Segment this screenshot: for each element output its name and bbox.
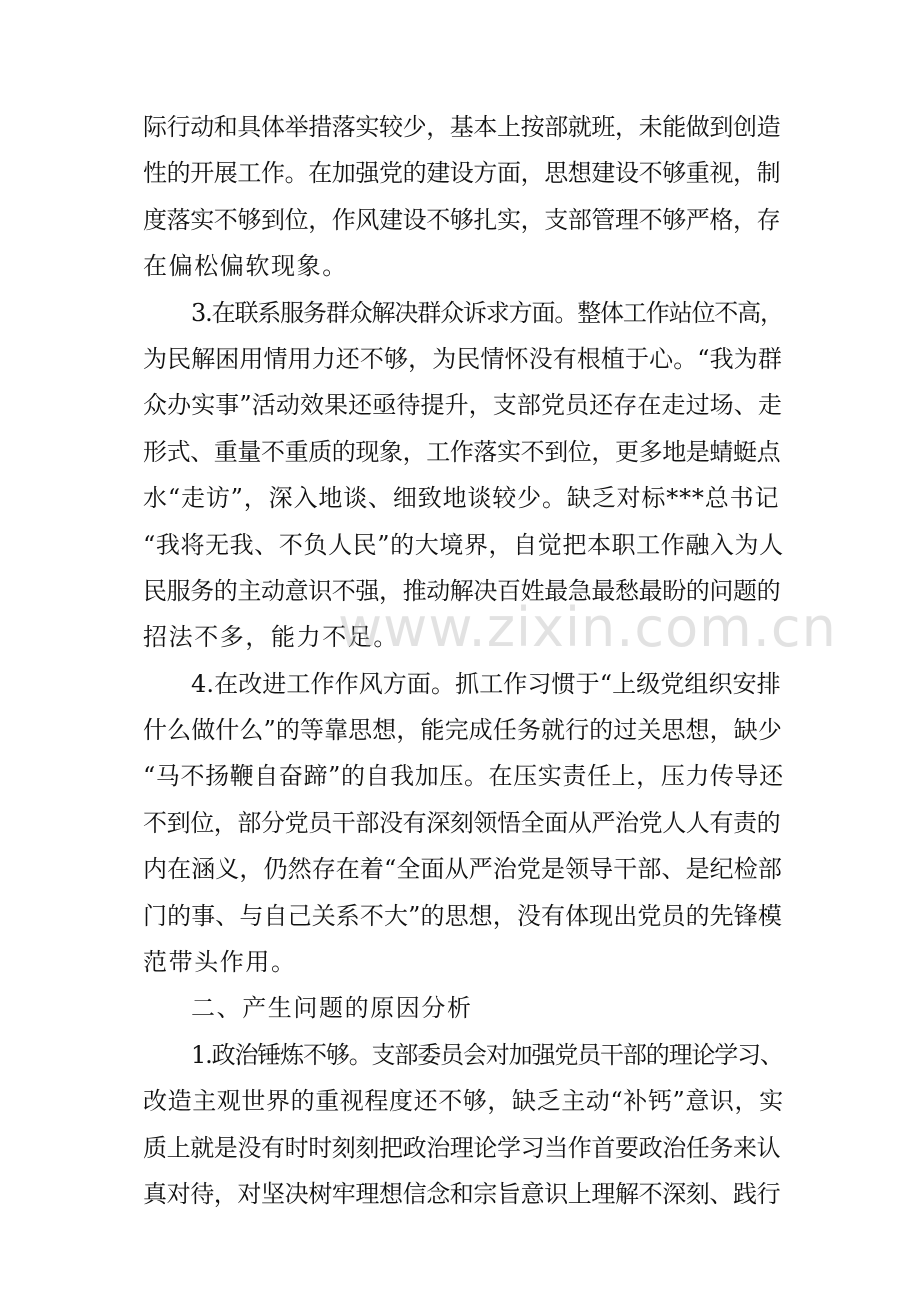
text-line: 内在涵义，仍然存在着“全面从严治党是领导干部、是纪检部 [143, 855, 782, 884]
document-body [143, 104, 783, 1217]
text-line: 众办实事”活动效果还亟待提升，支部党员还存在走过场、走 [143, 391, 782, 420]
text-line: 民服务的主动意识不强，推动解决百姓最急最愁最盼的问题的 [143, 576, 781, 605]
text-line: 为民解困用情用力还不够，为民情怀没有根植于心。“我为群 [143, 344, 782, 373]
text-line: 改造主观世界的重视程度还不够，缺乏主动“补钙”意识，实 [143, 1087, 784, 1116]
text-line: “我将无我、不负人民”的大境界，自觉把本职工作融入为人 [143, 530, 784, 559]
text-line: 性的开展工作。在加强党的建设方面，思想建设不够重视，制 [143, 159, 781, 188]
text-line: 水“走访”，深入地谈、细致地谈较少。缺乏对标***总书记 [143, 484, 780, 513]
text-line: 范带头作用。 [143, 948, 297, 977]
text-line: 招法不多，能力不足。 [143, 623, 399, 652]
text-line: 际行动和具体举措落实较少，基本上按部就班，未能做到创造 [143, 113, 781, 141]
text-line: 3.在联系服务群众解决群众诉求方面。整体工作站位不高， [191, 298, 783, 327]
text-line: 什么做什么”的等靠思想，能完成任务就行的过关思想，缺少 [143, 716, 782, 745]
text-line: 真对待，对坚决树牢理想信念和宗旨意识上理解不深刻、践行 [143, 1179, 781, 1208]
watermark: www.zixin.com.cn [338, 596, 837, 659]
text-line: 二、产生问题的原因分析 [191, 994, 473, 1023]
text-line: 门的事、与自己关系不大”的思想，没有体现出党员的先锋模 [143, 901, 782, 930]
text-line: “马不扬鞭自奋蹄”的自我加压。在压实责任上，压力传导还 [143, 762, 784, 791]
text-line: 质上就是没有时时刻刻把政治理论学习当作首要政治任务来认 [143, 1133, 781, 1162]
text-line: 在偏松偏软现象。 [143, 252, 348, 281]
text-line: 形式、重量不重质的现象，工作落实不到位，更多地是蜻蜓点 [143, 437, 781, 466]
text-line: 4.在改进工作作风方面。抓工作习惯于“上级党组织安排 [191, 669, 781, 698]
text-line: 1.政治锤炼不够。支部委员会对加强党员干部的理论学习、 [191, 1040, 783, 1069]
text-line: 不到位，部分党员干部没有深刻领悟全面从严治党人人有责的 [143, 808, 781, 837]
text-line: 度落实不够到位，作风建设不够扎实，支部管理不够严格，存 [143, 205, 781, 234]
